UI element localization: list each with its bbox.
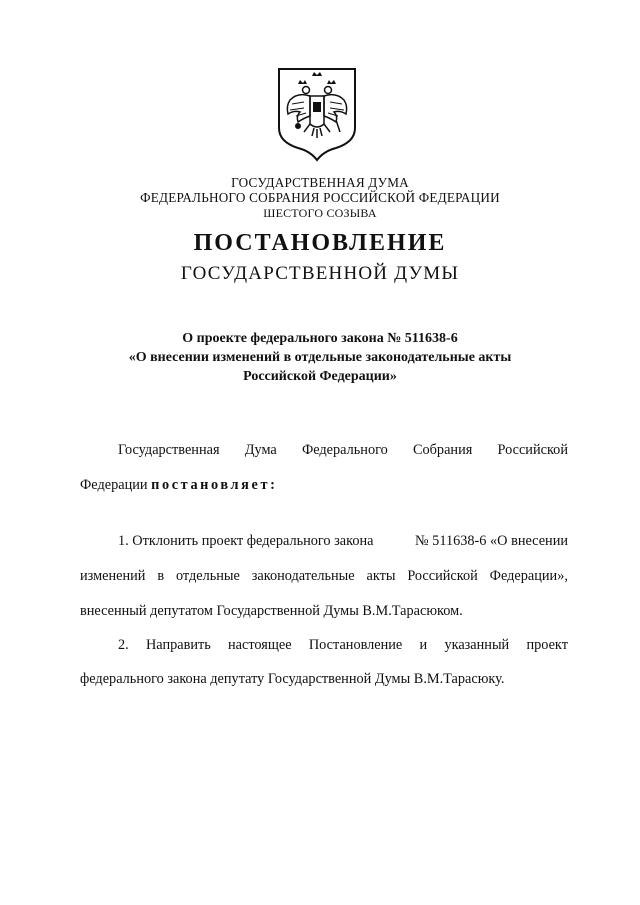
item-2-word: указанный (444, 637, 510, 653)
header-line-convocation: ШЕСТОГО СОЗЫВА (263, 206, 377, 220)
bill-title-line-3: Российской Федерации» (243, 369, 397, 384)
preamble-word: Дума (244, 442, 277, 458)
header-line-assembly: ФЕДЕРАЛЬНОГО СОБРАНИЯ РОССИЙСКОЙ ФЕДЕРАЦИИ (140, 190, 500, 205)
document-title: ПОСТАНОВЛЕНИЕ (193, 230, 447, 256)
item-2-word: проект (526, 637, 568, 653)
item-2-word: 2. (118, 637, 129, 653)
double-headed-eagle-icon (276, 66, 358, 162)
bill-title-line-1: О проекте федерального закона № 511638-6 (182, 331, 458, 346)
item-2-line-2: федерального закона депутату Государственной Думы В.М.Тарасюку. (80, 671, 505, 687)
preamble-line-1 (118, 440, 568, 460)
item-1-line-1 (118, 531, 568, 551)
item-1-line-1-start: 1. Отклонить проект федерального закона (118, 533, 374, 549)
item-1-line-2 (80, 566, 568, 586)
bill-title-line-2: «О внесении изменений в отдельные законодательные акты (128, 350, 512, 365)
item-1-word: изменений (80, 568, 146, 584)
coat-of-arms-emblem (276, 66, 358, 162)
preamble-line-2-start: Федерации (80, 477, 148, 493)
preamble-word: Собрания (412, 442, 473, 458)
decree-verb: постановляет: (151, 477, 278, 493)
item-1-word: в (157, 568, 165, 584)
preamble-word: Федерального (301, 442, 388, 458)
item-1-word: законодательные (251, 568, 355, 584)
item-2-word: и (419, 637, 428, 653)
item-1-word: акты (366, 568, 396, 584)
preamble-word: Российской (497, 442, 568, 458)
document-subtitle: ГОСУДАРСТВЕННОЙ ДУМЫ (180, 263, 460, 284)
item-1-word: отдельные (175, 568, 240, 584)
preamble-word: Государственная (118, 442, 220, 458)
item-1-line-1-end: № 511638-6 «О внесении (414, 533, 568, 549)
item-2-word: Постановление (308, 637, 403, 653)
preamble-line-2 (80, 475, 277, 495)
item-1-word: Федерации», (489, 568, 568, 584)
item-2-word: настоящее (228, 637, 292, 653)
item-1-word: Российской (407, 568, 478, 584)
header-line-duma: ГОСУДАРСТВЕННАЯ ДУМА (231, 175, 409, 190)
item-2-line-1 (118, 635, 568, 655)
item-1-line-3: внесенный депутатом Государственной Думы В.М.Тарасюком. (80, 603, 463, 619)
item-2-word: Направить (145, 637, 211, 653)
